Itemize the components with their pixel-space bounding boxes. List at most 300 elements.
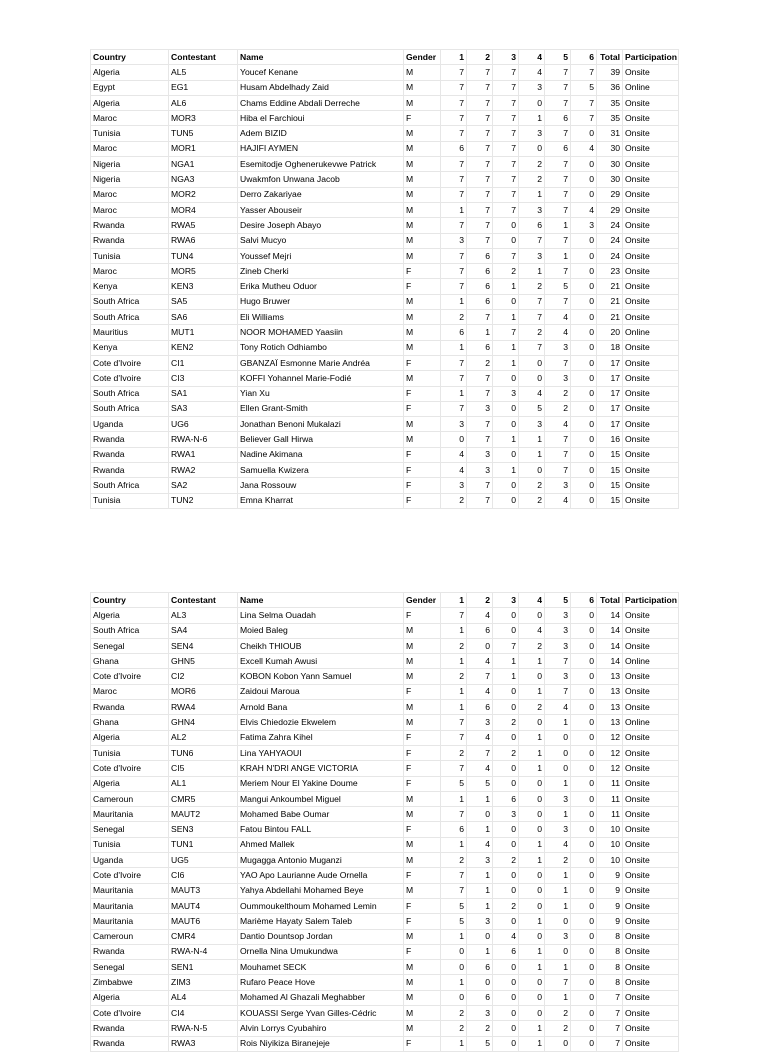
cell-total: 12: [597, 745, 623, 760]
cell-p5: 4: [545, 310, 571, 325]
cell-participation: Onsite: [623, 432, 679, 447]
cell-participation: Onsite: [623, 791, 679, 806]
cell-contestant: UG5: [169, 853, 238, 868]
header-p3: 3: [493, 593, 519, 608]
cell-contestant: CMR4: [169, 929, 238, 944]
cell-name: Mangui Ankoumbel Miguel: [238, 791, 404, 806]
cell-participation: Onsite: [623, 310, 679, 325]
cell-participation: Onsite: [623, 608, 679, 623]
cell-name: Ornella Nina Umukundwa: [238, 944, 404, 959]
cell-contestant: AL5: [169, 65, 238, 80]
cell-total: 30: [597, 172, 623, 187]
table-row: [91, 807, 679, 822]
cell-p2: 6: [467, 340, 493, 355]
cell-name: Elvis Chiedozie Ekwelem: [238, 715, 404, 730]
table-row: [91, 975, 679, 990]
cell-p2: 4: [467, 730, 493, 745]
cell-participation: Onsite: [623, 218, 679, 233]
cell-name: Jana Rossouw: [238, 478, 404, 493]
table-row: [91, 1006, 679, 1021]
cell-participation: Onsite: [623, 960, 679, 975]
cell-name: GBANZAÏ Esmonne Marie Andréa: [238, 355, 404, 370]
table-row: [91, 141, 679, 156]
cell-p3: 7: [493, 172, 519, 187]
cell-gender: M: [404, 791, 441, 806]
cell-total: 7: [597, 1021, 623, 1036]
cell-p2: 7: [467, 669, 493, 684]
cell-gender: M: [404, 669, 441, 684]
cell-p6: 0: [571, 898, 597, 913]
cell-p5: 7: [545, 447, 571, 462]
cell-participation: Onsite: [623, 1036, 679, 1051]
cell-participation: Onsite: [623, 807, 679, 822]
cell-p4: 1: [519, 914, 545, 929]
cell-country: Cote d'Ivoire: [91, 868, 169, 883]
cell-country: Cote d'Ivoire: [91, 1006, 169, 1021]
cell-country: Maroc: [91, 684, 169, 699]
table-row: [91, 929, 679, 944]
cell-contestant: EG1: [169, 80, 238, 95]
cell-p3: 0: [493, 837, 519, 852]
header-p6: 6: [571, 50, 597, 65]
cell-gender: F: [404, 1036, 441, 1051]
cell-p5: 7: [545, 157, 571, 172]
cell-participation: Online: [623, 325, 679, 340]
cell-p4: 3: [519, 80, 545, 95]
cell-p2: 1: [467, 791, 493, 806]
cell-p1: 7: [441, 715, 467, 730]
cell-p1: 5: [441, 914, 467, 929]
table-row: [91, 914, 679, 929]
cell-total: 14: [597, 638, 623, 653]
cell-p2: 3: [467, 914, 493, 929]
cell-p6: 0: [571, 264, 597, 279]
cell-p1: 2: [441, 853, 467, 868]
cell-country: South Africa: [91, 401, 169, 416]
cell-contestant: CI6: [169, 868, 238, 883]
cell-p2: 3: [467, 447, 493, 462]
cell-contestant: AL3: [169, 608, 238, 623]
cell-p3: 0: [493, 883, 519, 898]
cell-p3: 7: [493, 157, 519, 172]
cell-participation: Onsite: [623, 172, 679, 187]
cell-participation: Onsite: [623, 141, 679, 156]
cell-total: 10: [597, 837, 623, 852]
cell-p1: 7: [441, 248, 467, 263]
cell-total: 18: [597, 340, 623, 355]
cell-participation: Onsite: [623, 202, 679, 217]
table-row: [91, 279, 679, 294]
cell-p1: 1: [441, 1036, 467, 1051]
cell-p4: 0: [519, 608, 545, 623]
cell-p3: 7: [493, 126, 519, 141]
table-row: [91, 745, 679, 760]
cell-contestant: SEN4: [169, 638, 238, 653]
header-p5: 5: [545, 593, 571, 608]
cell-name: Hugo Bruwer: [238, 294, 404, 309]
table-row: [91, 355, 679, 370]
cell-p4: 2: [519, 638, 545, 653]
cell-p4: 1: [519, 447, 545, 462]
cell-contestant: RWA1: [169, 447, 238, 462]
cell-p5: 7: [545, 187, 571, 202]
cell-participation: Onsite: [623, 478, 679, 493]
cell-gender: M: [404, 187, 441, 202]
cell-total: 11: [597, 791, 623, 806]
cell-contestant: MOR2: [169, 187, 238, 202]
table-row: [91, 654, 679, 669]
cell-p6: 0: [571, 929, 597, 944]
cell-contestant: MAUT3: [169, 883, 238, 898]
header-participation: Participation: [623, 593, 679, 608]
cell-participation: Online: [623, 654, 679, 669]
cell-gender: M: [404, 960, 441, 975]
cell-p2: 6: [467, 248, 493, 263]
cell-country: Maroc: [91, 202, 169, 217]
table-row: [91, 417, 679, 432]
cell-p1: 1: [441, 837, 467, 852]
cell-p1: 5: [441, 898, 467, 913]
cell-gender: F: [404, 111, 441, 126]
cell-p1: 1: [441, 791, 467, 806]
cell-contestant: CI3: [169, 371, 238, 386]
cell-p4: 2: [519, 172, 545, 187]
table-row: [91, 202, 679, 217]
cell-p5: 7: [545, 684, 571, 699]
cell-p1: 7: [441, 355, 467, 370]
header-contestant: Contestant: [169, 593, 238, 608]
cell-p1: 1: [441, 623, 467, 638]
cell-p2: 6: [467, 264, 493, 279]
cell-contestant: TUN4: [169, 248, 238, 263]
cell-name: Husam Abdelhady Zaid: [238, 80, 404, 95]
cell-contestant: AL1: [169, 776, 238, 791]
cell-country: Uganda: [91, 417, 169, 432]
cell-gender: M: [404, 638, 441, 653]
cell-p6: 0: [571, 715, 597, 730]
cell-p1: 7: [441, 65, 467, 80]
cell-contestant: TUN6: [169, 745, 238, 760]
cell-name: Oummoukelthoum Mohamed Lemin: [238, 898, 404, 913]
cell-p2: 6: [467, 960, 493, 975]
cell-total: 8: [597, 975, 623, 990]
cell-p5: 0: [545, 730, 571, 745]
cell-p2: 1: [467, 944, 493, 959]
cell-p2: 1: [467, 822, 493, 837]
cell-name: Ellen Grant-Smith: [238, 401, 404, 416]
cell-p6: 0: [571, 975, 597, 990]
cell-p2: 2: [467, 355, 493, 370]
table-row: [91, 95, 679, 110]
cell-p5: 3: [545, 478, 571, 493]
cell-gender: M: [404, 233, 441, 248]
cell-p1: 5: [441, 776, 467, 791]
cell-p4: 0: [519, 975, 545, 990]
table-row: [91, 776, 679, 791]
cell-country: South Africa: [91, 623, 169, 638]
cell-total: 16: [597, 432, 623, 447]
cell-gender: M: [404, 340, 441, 355]
cell-p4: 1: [519, 837, 545, 852]
cell-p4: 1: [519, 111, 545, 126]
table-row: [91, 853, 679, 868]
cell-country: Kenya: [91, 279, 169, 294]
table-row: [91, 126, 679, 141]
cell-p4: 3: [519, 202, 545, 217]
cell-p2: 4: [467, 654, 493, 669]
cell-participation: Onsite: [623, 914, 679, 929]
cell-total: 23: [597, 264, 623, 279]
cell-p4: 1: [519, 761, 545, 776]
cell-total: 9: [597, 898, 623, 913]
cell-gender: M: [404, 126, 441, 141]
table-row: [91, 822, 679, 837]
header-country: Country: [91, 593, 169, 608]
cell-gender: F: [404, 264, 441, 279]
cell-gender: F: [404, 493, 441, 508]
cell-p3: 1: [493, 654, 519, 669]
cell-gender: F: [404, 401, 441, 416]
cell-p6: 0: [571, 187, 597, 202]
cell-total: 39: [597, 65, 623, 80]
cell-p3: 1: [493, 310, 519, 325]
cell-p6: 0: [571, 853, 597, 868]
header-contestant: Contestant: [169, 50, 238, 65]
results-table-1: [90, 49, 679, 509]
header-participation: Participation: [623, 50, 679, 65]
cell-name: Dantio Dountsop Jordan: [238, 929, 404, 944]
cell-p4: 4: [519, 65, 545, 80]
cell-p4: 7: [519, 340, 545, 355]
cell-p6: 7: [571, 111, 597, 126]
cell-name: KOUASSI Serge Yvan Gilles-Cédric: [238, 1006, 404, 1021]
cell-contestant: SEN3: [169, 822, 238, 837]
header-name: Name: [238, 50, 404, 65]
cell-country: Senegal: [91, 638, 169, 653]
cell-gender: M: [404, 294, 441, 309]
cell-total: 8: [597, 960, 623, 975]
table-row: [91, 248, 679, 263]
cell-p4: 7: [519, 310, 545, 325]
table-row: [91, 386, 679, 401]
cell-contestant: MUT1: [169, 325, 238, 340]
cell-name: Adem BIZID: [238, 126, 404, 141]
cell-p1: 0: [441, 432, 467, 447]
cell-contestant: KEN3: [169, 279, 238, 294]
cell-p1: 1: [441, 386, 467, 401]
cell-p5: 2: [545, 401, 571, 416]
cell-gender: M: [404, 990, 441, 1005]
cell-p5: 7: [545, 233, 571, 248]
cell-contestant: RWA-N-6: [169, 432, 238, 447]
cell-gender: F: [404, 478, 441, 493]
cell-p6: 0: [571, 623, 597, 638]
cell-p2: 3: [467, 401, 493, 416]
cell-p5: 1: [545, 715, 571, 730]
cell-contestant: TUN2: [169, 493, 238, 508]
cell-country: Nigeria: [91, 172, 169, 187]
cell-p3: 0: [493, 401, 519, 416]
cell-p1: 7: [441, 608, 467, 623]
cell-p2: 1: [467, 868, 493, 883]
cell-name: Lina Selma Ouadah: [238, 608, 404, 623]
cell-p5: 0: [545, 761, 571, 776]
cell-country: Mauritania: [91, 914, 169, 929]
cell-p1: 7: [441, 279, 467, 294]
cell-participation: Onsite: [623, 990, 679, 1005]
cell-participation: Onsite: [623, 264, 679, 279]
cell-participation: Onsite: [623, 386, 679, 401]
cell-p6: 0: [571, 868, 597, 883]
cell-p6: 0: [571, 386, 597, 401]
cell-p2: 6: [467, 294, 493, 309]
cell-participation: Onsite: [623, 355, 679, 370]
cell-gender: F: [404, 868, 441, 883]
cell-country: Rwanda: [91, 1036, 169, 1051]
cell-gender: M: [404, 853, 441, 868]
cell-country: Maroc: [91, 264, 169, 279]
cell-p4: 3: [519, 248, 545, 263]
cell-country: Algeria: [91, 730, 169, 745]
cell-p6: 0: [571, 172, 597, 187]
cell-country: South Africa: [91, 478, 169, 493]
cell-p6: 0: [571, 654, 597, 669]
cell-contestant: SA6: [169, 310, 238, 325]
cell-p6: 0: [571, 355, 597, 370]
cell-name: Yasser Abouseir: [238, 202, 404, 217]
results-table-2: [90, 592, 679, 1052]
table-row: [91, 623, 679, 638]
cell-gender: M: [404, 432, 441, 447]
cell-gender: F: [404, 608, 441, 623]
cell-p4: 2: [519, 493, 545, 508]
cell-name: Derro Zakariyae: [238, 187, 404, 202]
cell-name: Mouhamet SECK: [238, 960, 404, 975]
cell-p5: 7: [545, 294, 571, 309]
cell-country: Maroc: [91, 187, 169, 202]
cell-contestant: RWA5: [169, 218, 238, 233]
cell-p3: 7: [493, 187, 519, 202]
cell-p4: 0: [519, 141, 545, 156]
cell-total: 24: [597, 218, 623, 233]
cell-gender: M: [404, 95, 441, 110]
cell-p5: 1: [545, 807, 571, 822]
cell-p2: 7: [467, 157, 493, 172]
cell-name: HAJIFI AYMEN: [238, 141, 404, 156]
cell-p4: 1: [519, 944, 545, 959]
cell-participation: Onsite: [623, 248, 679, 263]
cell-p6: 0: [571, 1021, 597, 1036]
cell-p4: 0: [519, 929, 545, 944]
cell-participation: Onsite: [623, 95, 679, 110]
cell-p3: 0: [493, 493, 519, 508]
cell-p3: 1: [493, 355, 519, 370]
cell-name: Arnold Bana: [238, 700, 404, 715]
cell-p6: 0: [571, 248, 597, 263]
cell-total: 17: [597, 386, 623, 401]
cell-country: Rwanda: [91, 233, 169, 248]
cell-p3: 7: [493, 325, 519, 340]
cell-name: Mugagga Antonio Muganzi: [238, 853, 404, 868]
cell-gender: F: [404, 761, 441, 776]
cell-p5: 7: [545, 95, 571, 110]
cell-gender: F: [404, 944, 441, 959]
cell-p6: 0: [571, 401, 597, 416]
cell-country: Algeria: [91, 95, 169, 110]
cell-gender: M: [404, 141, 441, 156]
cell-contestant: CI2: [169, 669, 238, 684]
cell-participation: Online: [623, 715, 679, 730]
cell-gender: F: [404, 898, 441, 913]
cell-name: Mohamed Babe Oumar: [238, 807, 404, 822]
cell-name: NOOR MOHAMED Yaasiin: [238, 325, 404, 340]
cell-name: KRAH N'DRI ANGE VICTORIA: [238, 761, 404, 776]
cell-name: Jonathan Benoni Mukalazi: [238, 417, 404, 432]
cell-gender: F: [404, 745, 441, 760]
cell-p2: 0: [467, 975, 493, 990]
cell-participation: Onsite: [623, 126, 679, 141]
cell-p2: 7: [467, 310, 493, 325]
table-row: [91, 463, 679, 478]
cell-participation: Onsite: [623, 157, 679, 172]
cell-total: 29: [597, 187, 623, 202]
cell-p3: 0: [493, 960, 519, 975]
cell-total: 7: [597, 990, 623, 1005]
cell-p3: 3: [493, 807, 519, 822]
cell-p3: 2: [493, 264, 519, 279]
cell-p3: 0: [493, 776, 519, 791]
cell-contestant: MOR3: [169, 111, 238, 126]
cell-p4: 2: [519, 700, 545, 715]
cell-p2: 6: [467, 990, 493, 1005]
cell-p2: 7: [467, 172, 493, 187]
cell-name: Alvin Lorrys Cyubahiro: [238, 1021, 404, 1036]
cell-p2: 7: [467, 141, 493, 156]
cell-participation: Onsite: [623, 761, 679, 776]
cell-p1: 1: [441, 294, 467, 309]
cell-p3: 0: [493, 417, 519, 432]
cell-p2: 4: [467, 684, 493, 699]
cell-gender: M: [404, 65, 441, 80]
cell-p2: 7: [467, 111, 493, 126]
cell-p1: 1: [441, 654, 467, 669]
cell-p6: 0: [571, 990, 597, 1005]
cell-participation: Onsite: [623, 944, 679, 959]
cell-contestant: RWA2: [169, 463, 238, 478]
cell-participation: Onsite: [623, 279, 679, 294]
cell-name: Excell Kumah Awusi: [238, 654, 404, 669]
cell-p2: 7: [467, 493, 493, 508]
cell-gender: M: [404, 325, 441, 340]
cell-p1: 7: [441, 264, 467, 279]
cell-p3: 4: [493, 929, 519, 944]
cell-p1: 7: [441, 172, 467, 187]
cell-p3: 6: [493, 791, 519, 806]
cell-participation: Onsite: [623, 417, 679, 432]
cell-p4: 0: [519, 822, 545, 837]
cell-p5: 3: [545, 929, 571, 944]
table-row: [91, 883, 679, 898]
cell-p1: 7: [441, 868, 467, 883]
cell-total: 17: [597, 401, 623, 416]
cell-participation: Onsite: [623, 898, 679, 913]
cell-participation: Onsite: [623, 638, 679, 653]
cell-p5: 1: [545, 990, 571, 1005]
cell-total: 14: [597, 623, 623, 638]
cell-p3: 1: [493, 279, 519, 294]
cell-p2: 7: [467, 745, 493, 760]
cell-gender: M: [404, 654, 441, 669]
